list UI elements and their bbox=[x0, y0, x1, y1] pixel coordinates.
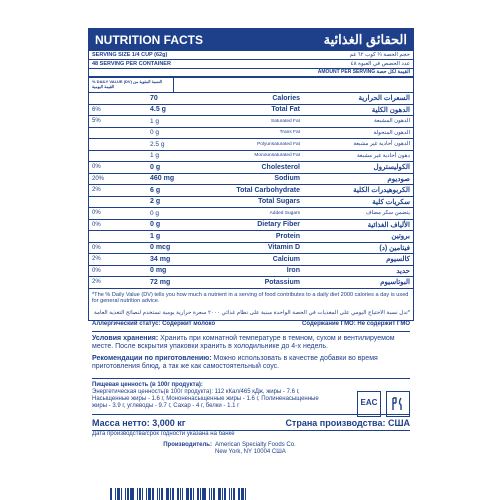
nutrient-daily-value: 0% bbox=[92, 210, 101, 217]
nutrient-name-ar: دهون أحادية غير مشبعة bbox=[356, 152, 410, 159]
nutrient-name: Potassium bbox=[264, 278, 300, 286]
barcode-bar bbox=[152, 488, 154, 500]
serving-ar: عدد الحصص في العبوة ٤٨ bbox=[350, 61, 410, 67]
eac-mark-icon: EAC bbox=[357, 391, 381, 417]
net-mass: Масса нетто: 3,000 кг bbox=[92, 417, 186, 428]
nutrient-amount: 4.5 g bbox=[150, 106, 166, 114]
barcode-bar bbox=[245, 488, 246, 500]
nutrient-name-ar: الدهون المشبعة bbox=[374, 118, 410, 125]
nutrient-name-ar: البوتاسيوم bbox=[380, 279, 410, 287]
barcode-bar bbox=[159, 488, 160, 500]
nutrient-amount: 460 mg bbox=[150, 175, 175, 183]
daily-value-label: % DAILY VALUE (DV) النسبة المئوية من القيمة اليومية bbox=[89, 78, 174, 92]
nutrient-amount: 1 g bbox=[150, 232, 161, 240]
nutrient-name-ar: الدهون المتحولة bbox=[373, 129, 410, 136]
cert-icons bbox=[357, 391, 410, 417]
nutrient-row bbox=[89, 197, 413, 209]
barcode-bar bbox=[229, 488, 230, 500]
serving-info bbox=[89, 51, 413, 69]
nutrient-name: Total Sugars bbox=[258, 198, 300, 206]
nutrient-name: Total Fat bbox=[271, 106, 300, 114]
nutrient-amount: 1 g bbox=[150, 117, 160, 125]
nutrition-facts-panel bbox=[88, 28, 414, 321]
barcode-bar bbox=[231, 488, 232, 500]
nutrient-name-ar: السعرات الحرارية bbox=[358, 95, 410, 103]
nutrient-name-ar: الكربوهيدرات الكلية bbox=[353, 187, 410, 195]
serving-line bbox=[89, 51, 413, 60]
allergy-row bbox=[92, 320, 410, 332]
barcode-bar bbox=[127, 488, 129, 500]
nutrient-row bbox=[89, 220, 413, 232]
nutrient-daily-value: 20% bbox=[92, 175, 105, 182]
serving-en: 48 SERVING PER CONTAINER bbox=[92, 61, 171, 67]
nutrient-name: Saturated Fat bbox=[270, 118, 300, 124]
nutrient-name-ar: كالسيوم bbox=[386, 256, 410, 264]
barcode-bar bbox=[137, 488, 138, 500]
nutrient-name: Cholesterol bbox=[261, 163, 300, 171]
nutrient-amount: 2 g bbox=[150, 198, 161, 206]
barcode-bar bbox=[177, 488, 179, 500]
prep-block bbox=[92, 355, 410, 372]
tableware-symbol-icon bbox=[386, 391, 410, 417]
serving-line bbox=[89, 60, 413, 69]
country-of-origin: Страна производства: США bbox=[285, 417, 410, 428]
barcode-bar bbox=[130, 488, 134, 500]
manufacturer-city: New York, NY 10004 США bbox=[215, 449, 286, 455]
barcode-bar bbox=[202, 488, 206, 500]
nutrient-row bbox=[89, 243, 413, 255]
nutrition-ru-block bbox=[92, 378, 410, 410]
nutrient-amount: 0 g bbox=[150, 129, 160, 137]
nutrient-row bbox=[89, 185, 413, 197]
nutrient-row bbox=[89, 139, 413, 151]
nutrient-name: Total Carbohydrate bbox=[236, 186, 300, 194]
barcode-bar bbox=[148, 488, 151, 500]
manufacturer-label: Производитель: bbox=[163, 441, 212, 448]
nutrient-daily-value: 2% bbox=[92, 187, 101, 194]
nutrient-row bbox=[89, 116, 413, 128]
barcode-bar bbox=[117, 488, 120, 500]
barcode-bar bbox=[170, 488, 171, 500]
barcode-bar bbox=[146, 488, 147, 500]
barcode-bar bbox=[211, 488, 212, 500]
nutrient-amount: 72 mg bbox=[150, 278, 171, 286]
manufacturer-address bbox=[215, 442, 296, 457]
nutrient-name: Dietary Fiber bbox=[257, 221, 300, 229]
nutrient-name: Calories bbox=[272, 94, 300, 102]
footnote-en: *The % Daily Value (DV) tells you how much a nutrient in a serving of food contributes to a daily diet 2000 calories a day is used for general nutrition advice. bbox=[92, 291, 409, 304]
nutrient-amount: 6 g bbox=[150, 186, 161, 194]
nutrient-row bbox=[89, 254, 413, 266]
barcode-bar bbox=[121, 488, 122, 500]
manufacturer bbox=[92, 442, 410, 457]
barcode bbox=[110, 488, 390, 500]
barcode-bar bbox=[142, 488, 143, 500]
barcode-bar bbox=[209, 488, 210, 500]
barcode-bar bbox=[197, 488, 199, 500]
nutrient-name: Monounsaturated Fat bbox=[254, 153, 300, 159]
nutrient-row bbox=[89, 277, 413, 289]
nutrient-amount: 0 g bbox=[150, 209, 160, 217]
barcode-bar bbox=[213, 488, 215, 500]
storage-label: Условия хранения: bbox=[92, 334, 159, 342]
nutrition-ru bbox=[92, 379, 332, 410]
nutrient-amount: 1 g bbox=[150, 152, 160, 160]
nutrient-amount: 0 g bbox=[150, 221, 161, 229]
nutrient-daily-value: 2% bbox=[92, 279, 101, 286]
nutrient-amount: 70 bbox=[150, 94, 158, 102]
nutrient-row bbox=[89, 151, 413, 163]
amount-per-serving: AMOUNT PER SERVING القيمة لكل حصة bbox=[89, 69, 413, 78]
barcode-bar bbox=[115, 488, 116, 500]
nutrient-name: Protein bbox=[275, 232, 300, 240]
nutrient-amount: 2.5 g bbox=[150, 140, 165, 148]
storage-text: Хранить при комнатной температуре в темном, сухом и вентилируемом месте. После вскрытия упаковки хранить в холодильнике до 4-х недель. bbox=[92, 334, 395, 350]
serving-en: SERVING SIZE 1/4 CUP (62g) bbox=[92, 52, 168, 58]
barcode-bar bbox=[110, 488, 112, 500]
nutrient-name: Polyunsaturated Fat bbox=[257, 141, 300, 147]
nutrient-daily-value: 0% bbox=[92, 244, 101, 251]
title-ar: الحقائق الغذائية bbox=[323, 32, 407, 47]
nutrient-row bbox=[89, 162, 413, 174]
nutrient-name-ar: الدهون أحادية غير مشبعة bbox=[353, 141, 410, 148]
nutrient-daily-value: 6% bbox=[92, 106, 101, 113]
nutrient-amount: 0 mcg bbox=[150, 244, 171, 252]
daily-value-header bbox=[89, 78, 413, 93]
allergy-status: Аллергический статус: Содержит молоко bbox=[92, 321, 216, 327]
barcode-bar bbox=[193, 488, 194, 500]
nutrient-rows bbox=[89, 93, 413, 289]
barcode-bar bbox=[218, 488, 221, 500]
nutrient-name-ar: الكوليسترول bbox=[373, 164, 410, 172]
nutrient-name: Iron bbox=[286, 267, 300, 275]
prep-label: Рекомендации по приготовлению: bbox=[92, 354, 212, 362]
nutrient-name: Vitamin D bbox=[267, 244, 300, 252]
nutrient-row bbox=[89, 93, 413, 105]
nutrient-amount: 34 mg bbox=[150, 255, 171, 263]
title-en: NUTRITION FACTS bbox=[95, 33, 203, 47]
nutrient-daily-value: 0% bbox=[92, 164, 101, 171]
nutrient-amount: 0 mg bbox=[150, 267, 167, 275]
barcode-bar bbox=[224, 488, 226, 500]
nutrient-row bbox=[89, 231, 413, 243]
nutrient-name-ar: سكريات كلية bbox=[372, 198, 410, 206]
nutrient-daily-value: 5% bbox=[92, 118, 101, 125]
nutrient-row bbox=[89, 208, 413, 220]
nutrient-name: Sodium bbox=[274, 175, 300, 183]
nutrient-name-ar: صوديوم bbox=[387, 175, 410, 183]
footnote-ar: *تدل نسبة الاحتياج اليومي على المغذيات في الحصة الواحدة مبنية على نظام غذائي ٢٠٠٠ سعرة حرارية يومية تستخدم لنصائح التغذية العامة bbox=[94, 309, 410, 316]
production-dates: Дата производства/срок годности указана на банке bbox=[92, 431, 235, 437]
barcode-bar bbox=[180, 488, 181, 500]
nutrient-row bbox=[89, 174, 413, 186]
nutrient-name-ar: حديد bbox=[396, 267, 410, 275]
storage-block bbox=[92, 335, 410, 352]
nutrient-name: Calcium bbox=[272, 255, 300, 263]
nutrient-daily-value: 0% bbox=[92, 221, 101, 228]
nutrient-row bbox=[89, 105, 413, 117]
gmo-status: Содержание ГМО: Не содержит ГМО bbox=[302, 321, 410, 327]
nutrient-name-ar: فيتامين (د) bbox=[379, 244, 410, 252]
barcode-bar bbox=[238, 488, 240, 500]
nutrient-name: Trans Fat bbox=[279, 130, 300, 136]
barcode-bar bbox=[166, 488, 169, 500]
nutrient-name-ar: يتضمن سكر مضاف bbox=[365, 210, 410, 217]
barcode-bar bbox=[139, 488, 141, 500]
barcode-bar bbox=[186, 488, 189, 500]
serving-ar: حجم الحصة ¼ كوب ٦٢ غم bbox=[349, 52, 410, 58]
barcode-bar bbox=[125, 488, 126, 500]
nutrient-name-ar: الدهون الكلية bbox=[371, 106, 410, 114]
prep-text: Можно использовать в качестве добавки во время приготовления блюд, а так же как самостоятельный соус. bbox=[92, 354, 378, 370]
nutrient-row bbox=[89, 266, 413, 278]
nutrient-name-ar: بروتين bbox=[391, 233, 410, 241]
nutrient-daily-value: 2% bbox=[92, 256, 101, 263]
barcode-bar bbox=[190, 488, 192, 500]
barcode-bar bbox=[172, 488, 174, 500]
nutrition-header bbox=[89, 29, 413, 51]
nutrient-row bbox=[89, 128, 413, 140]
nutrient-name-ar: الألياف الغذائية bbox=[367, 221, 410, 229]
manufacturer-name: American Specialty Foods Co. bbox=[215, 441, 296, 448]
barcode-bar bbox=[182, 488, 183, 500]
nutrition-ru-title: Пищевая ценность (в 100г продукта): bbox=[92, 381, 203, 388]
nutrient-amount: 0 g bbox=[150, 163, 161, 171]
russian-label bbox=[92, 320, 410, 457]
barcode-bar bbox=[161, 488, 163, 500]
barcode-bar bbox=[157, 488, 158, 500]
barcode-bar bbox=[222, 488, 223, 500]
nutrient-name: Added Sugars bbox=[269, 210, 300, 216]
barcode-bar bbox=[233, 488, 235, 500]
nutrition-ru-text: Энергетическая ценность(в 100г продукта): 112 кКал/465 кДж, жиры - 7.6 г, Насыщенные жиры - 1.6 г, Мононенасыщенные жиры - 1.6 г, Полиненасыщенные жиры - 3.9 г, углеводы - 9.7 г, Сахар - 4 г, белки - 1.1 г bbox=[92, 388, 319, 409]
barcode-bar bbox=[200, 488, 201, 500]
barcode-bar bbox=[241, 488, 244, 500]
nutrient-daily-value: 0% bbox=[92, 267, 101, 274]
